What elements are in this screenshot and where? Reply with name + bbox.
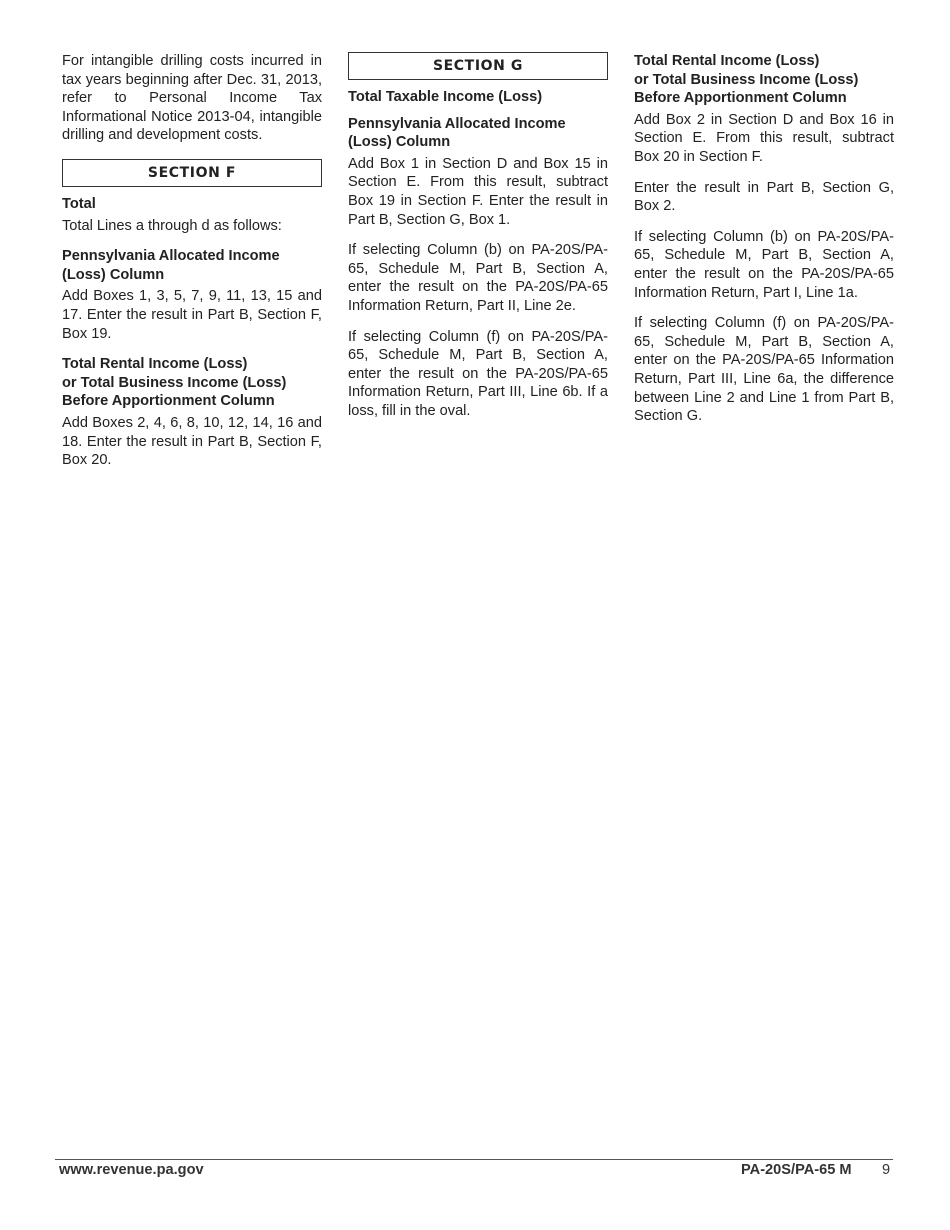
column-f-text: If selecting Column (f) on PA-20S/PA-65, Schedule M, Part B, Section A, enter the result on the PA-20S/PA-65 Information Return, Part III, Line 6b. If a loss, fill in the oval. <box>348 328 608 419</box>
column-b-text: If selecting Column (b) on PA-20S/PA-65, Schedule M, Part B, Section A, enter the result on the PA-20S/PA-65 Information Return, Part I, Line 1a. <box>634 228 894 301</box>
rental-income-text: Add Box 2 in Section D and Box 16 in Section E. From this result, subtract Box 20 in Section F. <box>634 111 894 165</box>
column-f-text: If selecting Column (f) on PA-20S/PA-65, Schedule M, Part B, Section A, enter on the PA-20S/PA-65 Information Return, Part III, Line 6a, the difference between Line 2 and Line 1 from Part B, Section G. <box>634 315 894 425</box>
total-text: Total Lines a through d as follows: <box>62 217 282 234</box>
total-heading: Total <box>62 195 96 212</box>
footer-website: www.revenue.pa.gov <box>59 1162 204 1178</box>
section-f-title: SECTION F <box>62 159 322 187</box>
enter-result-text: Enter the result in Part B, Section G, Box 2. <box>634 179 894 215</box>
page-number: 9 <box>882 1162 891 1178</box>
column-2 <box>348 52 608 433</box>
pa-allocated-heading: Pennsylvania Allocated Income (Loss) Column <box>62 248 280 283</box>
column-b-text: If selecting Column (b) on PA-20S/PA-65, Schedule M, Part B, Section A, enter the result on the PA-20S/PA-65 Information Return, Part II, Line 2e. <box>348 242 608 314</box>
section-g-title: SECTION G <box>348 52 608 80</box>
pa-allocated-text: Add Box 1 in Section D and Box 15 in Section E. From this result, subtract Box 19 in Section F. Enter the result in Part B, Section G, Box 1. <box>348 155 608 228</box>
intro-paragraph: For intangible drilling costs incurred in tax years beginning after Dec. 31, 2013, refer to Personal Income Tax Informational Notice 2013-04, intangible drilling and development costs. <box>62 53 322 144</box>
rental-income-text: Add Boxes 2, 4, 6, 8, 10, 12, 14, 16 and 18. Enter the result in Part B, Section F, Box 20. <box>62 414 322 469</box>
rental-income-heading: Total Rental Income (Loss) or Total Business Income (Loss) Before Apportionment Column <box>62 356 287 410</box>
column-1 <box>62 52 322 482</box>
footer-form-id: PA-20S/PA-65 M <box>741 1162 852 1178</box>
footer-divider <box>55 1159 893 1160</box>
rental-income-heading: Total Rental Income (Loss) or Total Business Income (Loss) Before Apportionment Column <box>634 53 859 107</box>
pa-allocated-heading: Pennsylvania Allocated Income (Loss) Column <box>348 115 566 151</box>
column-3 <box>634 52 894 438</box>
taxable-income-heading: Total Taxable Income (Loss) <box>348 89 543 105</box>
pa-allocated-text: Add Boxes 1, 3, 5, 7, 9, 11, 13, 15 and 17. Enter the result in Part B, Section F, Box 19. <box>62 288 322 342</box>
